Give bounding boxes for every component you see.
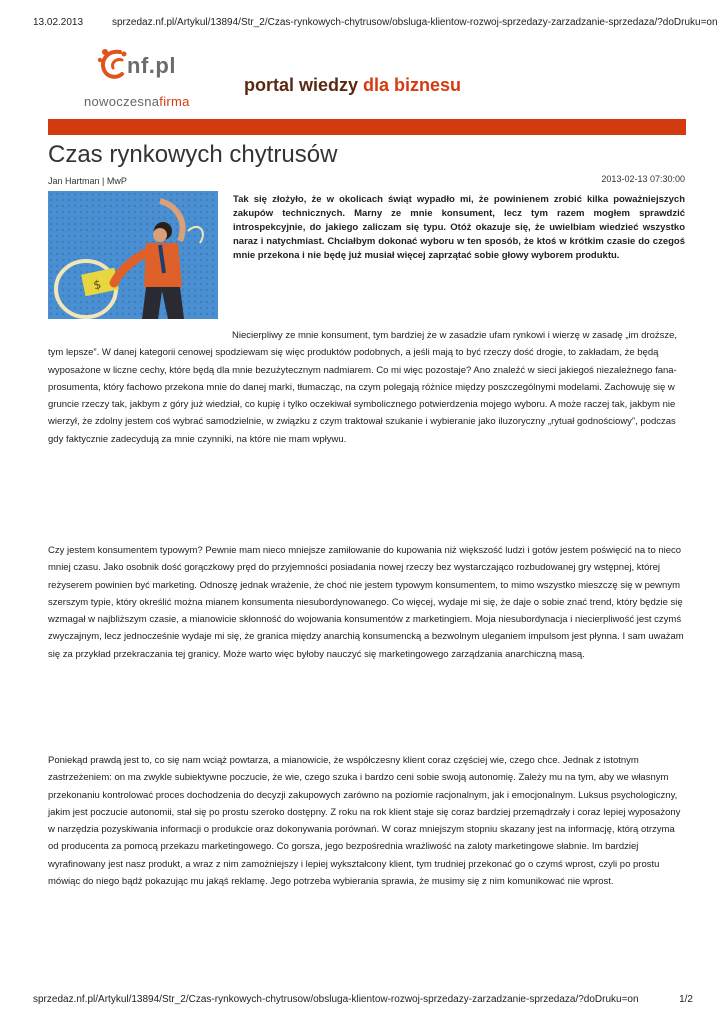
article-title: Czas rynkowych chytrusów: [48, 141, 338, 168]
portal-tagline: portal wiedzy dla biznesu: [244, 75, 462, 95]
article-timestamp: 2013-02-13 07:30:00: [601, 174, 685, 184]
print-date: 13.02.2013: [33, 17, 84, 28]
header-divider-bar: [48, 119, 686, 135]
article-author: Jan Hartman | MwP: [48, 176, 127, 186]
print-url: sprzedaz.nf.pl/Artykul/13894/Str_2/Czas-rynkowych-chytrusow/obsluga-klientow-rozwoj-sprzedazy-zarzadzanie-sprzedaza/?doDruku=on: [112, 17, 718, 28]
article-lead: Tak się złożyło, że w okolicach świąt wypadło mi, że powinienem zrobić kilka poważniejszych zakupów technicznych. Marny ze mnie konsument, lecz tym razem mogłem sprawdzić introspekcyjnie, do jakiego zaliczam się typu. Otóż okazuje się, że uwielbiam wiedzieć wszystko naraz i natychmiast. Chciałbym dokonać wyboru w ten sposób, że ktoś w krótkim czasie do czegoś mnie przekona i nie będę już musiał więcej zaprzątać sobie głowy wyborem produktu.: [233, 194, 685, 261]
page-number: 1/2: [679, 994, 693, 1005]
article-illustration: [48, 191, 218, 319]
article-paragraph-1: Niecierpliwy ze mnie konsument, tym bardziej że w zasadzie ufam rynkowi i wierzę w zasadę „im droższe, tym lepsze”. W danej kategorii cenowej spodziewam się więc produktów podobnych, a jeśli mają to być rzeczy dość drogie, to zakładam, że będą wyposażone w liczne cechy, które będą dla mnie bezużytecznym nadmiarem. Co mi więc pozostaje? Ano znaleźć w sieci jakiegoś niezależnego fana-prosumenta, który fachowo przekona mnie do danej marki, tłumacząc, na czym polegają różnice między poszczególnymi modelami. Zachowuję się w gruncie rzeczy tak, jakbym z góry już wiedział, co kupię i tylko oczekiwał symbolicznego potwierdzenia mojego wyboru. A może raczej tak, jakbym nie wierzył, że zdolny jestem coś wybrać samodzielnie, w związku z czym traktował szukanie i wybieranie jako iluzoryczny „rytuał godnościowy”, podczas gdy faktycznie zadecydują za mnie czynniki, na które nie mam wpływu.: [48, 330, 678, 445]
article-paragraph-2: Czy jestem konsumentem typowym? Pewnie mam nieco mniejsze zamiłowanie do kupowania niż większość ludzi i gotów jestem poświęcić na to nieco mniej czasu. Jako osobnik dość gorączkowy pręd do przyjemności posiadania nowej rzeczy bez wystarczająco rozbudowanej gry wstępnej, której reżyserem powinien być marketing. Odnoszę jednak wrażenie, że choć nie jestem typowym konsumentem, to mimo wszystko mieszczę się w pewnym szerszym typie, który określić można mianem konsumenta niesubordynowanego. Co więcej, wydaje mi się, że daje o sobie znać trend, który będzie się wzmagał w najbliższym czasie, a mianowicie skłonność do wojowania konsumentów z marketingiem. Moja niesubordynacja i niecierpliwość jest czymś zwyczajnym, lecz jednocześnie wydaje mi się, że granica między anarchią konsumencką a bezwolnym uleganiem impulsom jest płynna. I sam uważam się za przykład przekraczania tej granicy. Może warto więc byłoby nauczyć się marketingowego zarządzania anarchiczną masą.: [48, 545, 684, 660]
man-throwing-money-illustration-icon: [48, 191, 218, 319]
footer-url: sprzedaz.nf.pl/Artykul/13894/Str_2/Czas-rynkowych-chytrusow/obsluga-klientow-rozwoj-sprzedazy-zarzadzanie-sprzedaza/?doDruku=on: [33, 994, 639, 1005]
logo-name: nf.pl: [127, 53, 176, 78]
article-paragraph-3: Poniekąd prawdą jest to, co się nam wciąż powtarza, a mianowicie, że współczesny klient coraz częściej wie, czego chce. Jednak z istotnym zastrzeżeniem: on ma zwykle subiektywne poczucie, że wie, czego szuka i bardzo ceni sobie swoją autonomię. Zależy mu na tym, aby we własnym przekonaniu kontrolować proces dochodzenia do decyzji zakupowych zarówno na poziomie racjonalnym, jak i emocjonalnym. Luksus psychologiczny, jakim jest poczucie autonomii, stał się po prostu szeroko dostępny. Z roku na rok klient staje się coraz bardziej przemądrzały i coraz lepiej wyposażony w narzędzia pozyskiwania informacji o produkcie oraz dokonywania porównań. W coraz mniejszym stopniu skazany jest na informację, którą otrzyma od producenta za pomocą przekazu marketingowego. Co gorsza, jego bezpośrednia wrażliwość na zaloty marketingowe słabnie. Im bardziej wyrafinowany jest nasz produkt, a wraz z nim zamożniejszy i lepiej wykształcony klient, tym trudniej przekonać go o czymś wprost, czyli po prostu mówiąc do niego bądź pokazując mu jakąś reklamę. Jego potrzeba wybierania sprawia, że musimy się z nim komunikować nie wprost.: [48, 755, 681, 888]
logo-swirl-icon: [96, 46, 130, 82]
logo-tagline: nowoczesnafirma: [84, 94, 190, 109]
svg-text:$: $: [92, 276, 103, 293]
